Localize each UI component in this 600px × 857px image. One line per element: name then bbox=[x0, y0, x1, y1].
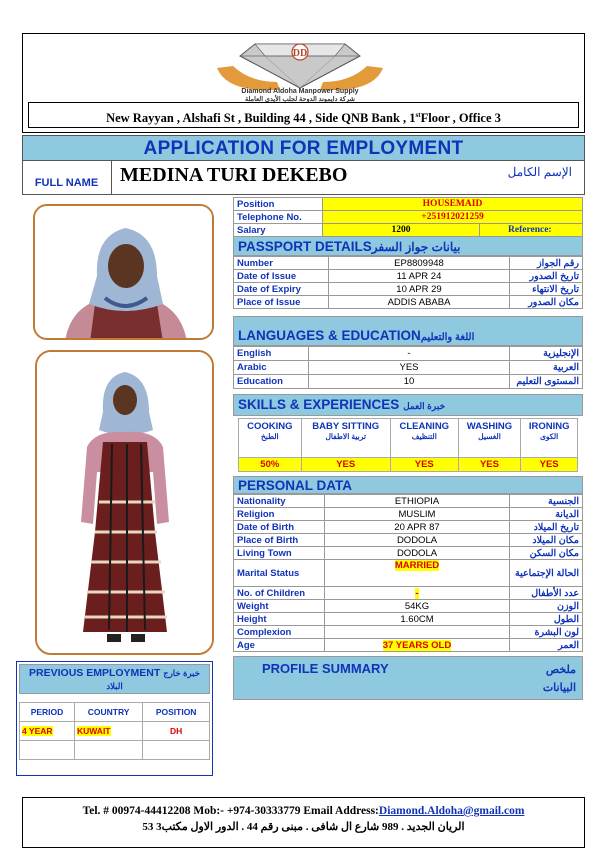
table-row bbox=[234, 224, 583, 237]
reference-label: Reference: bbox=[480, 224, 583, 237]
telephone-label: Telephone No. bbox=[234, 211, 323, 224]
skills-section-header: SKILLS & EXPERIENCES خبرة العمل bbox=[233, 394, 583, 416]
table-row: Education 10 المستوى التعليم bbox=[234, 375, 583, 389]
table-row: No. of Children - عدد الأطفال bbox=[234, 587, 583, 600]
svg-text:DD: DD bbox=[292, 48, 308, 59]
table-row: Arabic YES العربية bbox=[234, 361, 583, 375]
table-row: Nationality ETHIOPIA الجنسية bbox=[234, 495, 583, 508]
full-name-label: FULL NAME bbox=[22, 161, 112, 195]
salary-value: 1200 bbox=[323, 224, 480, 237]
full-name-label-ar: الإسم الكامل bbox=[507, 165, 572, 179]
passport-table bbox=[233, 256, 583, 309]
footer-line2: 53 الريان الجديد . 989 شارع ال شافى . مبنى رقم 44 . الدور الاول مكتب3 bbox=[142, 821, 465, 833]
email-link[interactable]: Diamond.Aldoha@gmail.com bbox=[378, 805, 525, 817]
table-row bbox=[234, 211, 583, 224]
table-row: Place of Birth DODOLA مكان الميلاد bbox=[234, 534, 583, 547]
full-body-photo bbox=[35, 350, 214, 655]
table-row: Height 1.60CM الطول bbox=[234, 613, 583, 626]
profile-summary-title-ar: ملخص البيانات bbox=[542, 664, 576, 694]
table-row: Complexion لون البشرة bbox=[234, 626, 583, 639]
footer-line1: Tel. # 00974-44412208 Mob:- +974-30333779 Email Address:Diamond.Aldoha@gmail.com bbox=[82, 805, 525, 817]
skill-cooking: COOKING الطبخ bbox=[239, 419, 302, 458]
logo-company-name: Diamond Aldoha Manpower Supply bbox=[241, 88, 359, 95]
position-label: Position bbox=[234, 198, 323, 211]
position-value: HOUSEMAID bbox=[323, 198, 583, 211]
languages-section-header: LANGUAGES & EDUCATIONاللغة والتعليم bbox=[233, 316, 583, 346]
table-row: Living Town DODOLA مكان السكن bbox=[234, 547, 583, 560]
table-row: Age 37 YEARS OLD العمر bbox=[234, 639, 583, 652]
table-row: Marital Status MARRIED الحالة الإجتماعية bbox=[234, 560, 583, 587]
full-name-value: MEDINA TURI DEKEBO bbox=[120, 164, 348, 186]
table-row: Number EP8809948 رقم الجواز bbox=[234, 257, 583, 270]
table-row bbox=[239, 419, 578, 458]
telephone-value: +251912021259 bbox=[323, 211, 583, 224]
table-row: English - الإنجليزية bbox=[234, 347, 583, 361]
profile-summary-box bbox=[233, 656, 583, 700]
portrait-photo bbox=[33, 204, 214, 340]
personal-data-table bbox=[233, 494, 583, 652]
logo-company-name-ar: شركة دايموند الدوحة لجلب الأيدي العاملة bbox=[245, 96, 355, 103]
table-row: Date of Expiry 10 APR 29 تاريخ الانتهاء bbox=[234, 283, 583, 296]
company-address: New Rayyan , Alshafi St , Building 44 , Side QNB Bank , 1stFloor , Office 3 bbox=[28, 102, 579, 128]
form-title: APPLICATION FOR EMPLOYMENT bbox=[22, 135, 585, 161]
skills-table bbox=[238, 418, 578, 472]
table-row bbox=[234, 198, 583, 211]
profile-summary-title: PROFILE SUMMARY bbox=[262, 661, 389, 676]
table-row: Date of Birth 20 APR 87 تاريخ الميلاد bbox=[234, 521, 583, 534]
table-row bbox=[20, 741, 210, 760]
table-row: Place of Issue ADDIS ABABA مكان الصدور bbox=[234, 296, 583, 309]
table-row: 50% YES YES YES YES bbox=[239, 458, 578, 472]
table-row: Weight 54KG الوزن bbox=[234, 600, 583, 613]
skill-baby-sitting: BABY SITTING تربية الاطفال bbox=[301, 419, 390, 458]
footer-contact bbox=[22, 797, 585, 848]
passport-section-header: PASSPORT DETAILSبيانات جواز السفر bbox=[233, 236, 583, 256]
table-row: Religion MUSLIM الديانة bbox=[234, 508, 583, 521]
previous-employment-table bbox=[19, 702, 210, 760]
table-row: PERIOD COUNTRY POSITION bbox=[20, 703, 210, 722]
skill-washing: WASHING الغسيل bbox=[458, 419, 521, 458]
table-row: Date of Issue 11 APR 24 تاريخ الصدور bbox=[234, 270, 583, 283]
languages-table bbox=[233, 346, 583, 389]
salary-label: Salary bbox=[234, 224, 323, 237]
job-info-table bbox=[233, 197, 583, 237]
previous-employment-title: PREVIOUS EMPLOYMENT خبرة خارج البلاد bbox=[19, 664, 210, 694]
personal-data-section-header: PERSONAL DATA bbox=[233, 476, 583, 494]
skill-ironing: IRONING الكوى bbox=[521, 419, 578, 458]
skill-cleaning: CLEANING التنظيف bbox=[390, 419, 458, 458]
table-row: 4 YEAR KUWAIT DH bbox=[20, 722, 210, 741]
